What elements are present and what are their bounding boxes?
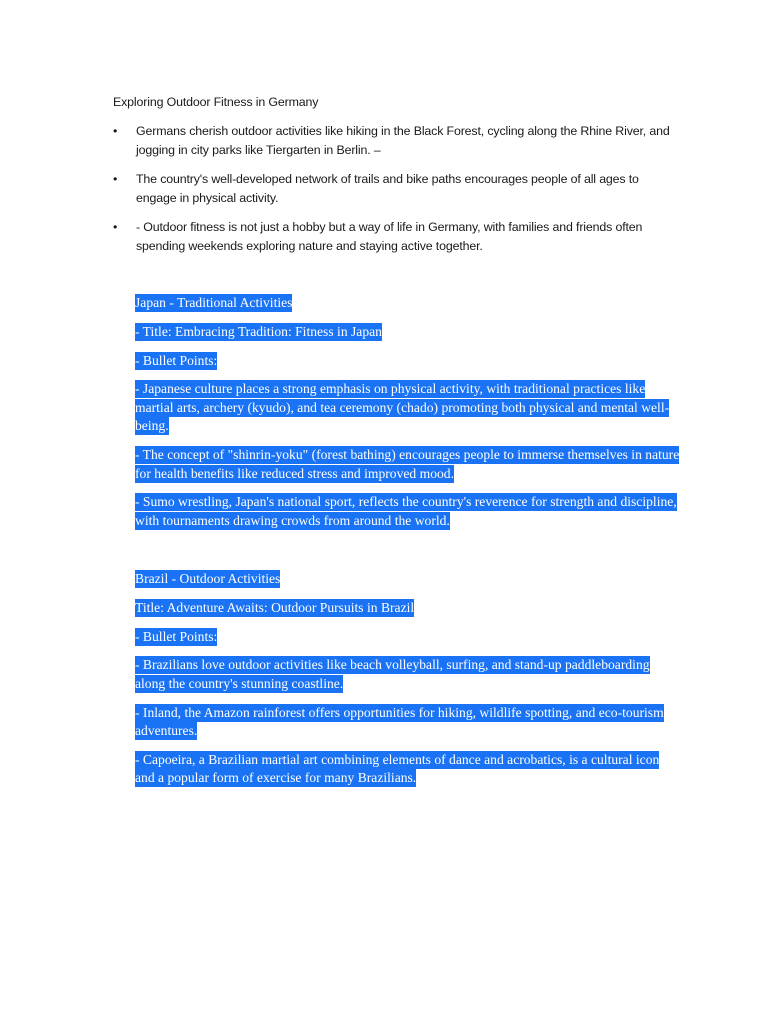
bullet-text: Germans cherish outdoor activities like hiking in the Black Forest, cycling along the Rhine River, and jogging in city parks like Tiergarten in Berlin. – bbox=[136, 124, 670, 157]
germany-bullet-list bbox=[113, 122, 673, 266]
japan-point[interactable]: - Japanese culture places a strong emphasis on physical activity, with traditional practices like martial arts, archery (kyudo), and tea ceremony (chado) promoting both physical and mental well-being. bbox=[135, 381, 670, 434]
japan-heading[interactable]: Japan - Traditional Activities bbox=[135, 295, 293, 310]
brazil-selected-section[interactable] bbox=[135, 570, 680, 798]
document-title: Exploring Outdoor Fitness in Germany bbox=[113, 95, 319, 109]
brazil-point[interactable]: - Inland, the Amazon rainforest offers opportunities for hiking, wildlife spotting, and eco-tourism adventures. bbox=[135, 704, 664, 739]
brazil-point[interactable]: - Capoeira, a Brazilian martial art combining elements of dance and acrobatics, is a cultural icon and a popular form of exercise for many Brazilians. bbox=[135, 751, 660, 786]
list-item bbox=[113, 170, 673, 207]
bullet-dot-icon: • bbox=[113, 220, 118, 234]
bullet-dot-icon: • bbox=[113, 172, 118, 186]
list-item bbox=[113, 218, 673, 255]
bullet-dot-icon: • bbox=[113, 124, 118, 138]
bullet-text: - Outdoor fitness is not just a hobby but a way of life in Germany, with families and friends often spending weekends exploring nature and staying active together. bbox=[136, 220, 643, 253]
brazil-title-line[interactable]: Title: Adventure Awaits: Outdoor Pursuits in Brazil bbox=[135, 599, 415, 615]
brazil-bullets-label[interactable]: - Bullet Points: bbox=[135, 628, 218, 644]
bullet-text: The country's well-developed network of trails and bike paths encourages people of all ages to engage in physical activity. bbox=[136, 172, 639, 205]
list-item bbox=[113, 122, 673, 159]
japan-point[interactable]: - The concept of "shinrin-yoku" (forest bathing) encourages people to immerse themselves in nature for health benefits like reduced stress and improved mood. bbox=[135, 447, 680, 481]
japan-point[interactable]: - Sumo wrestling, Japan's national sport, reflects the country's reverence for strength and discipline, with tournaments drawing crowds from around the world. bbox=[135, 494, 677, 528]
brazil-point[interactable]: - Brazilians love outdoor activities like beach volleyball, surfing, and stand-up paddleboarding along the country's stunning coastline. bbox=[135, 657, 650, 691]
japan-selected-section[interactable] bbox=[135, 294, 680, 541]
japan-title-line[interactable]: - Title: Embracing Tradition: Fitness in Japan bbox=[135, 323, 382, 339]
brazil-heading[interactable]: Brazil - Outdoor Activities bbox=[135, 571, 281, 586]
japan-bullets-label[interactable]: - Bullet Points: bbox=[135, 352, 218, 368]
